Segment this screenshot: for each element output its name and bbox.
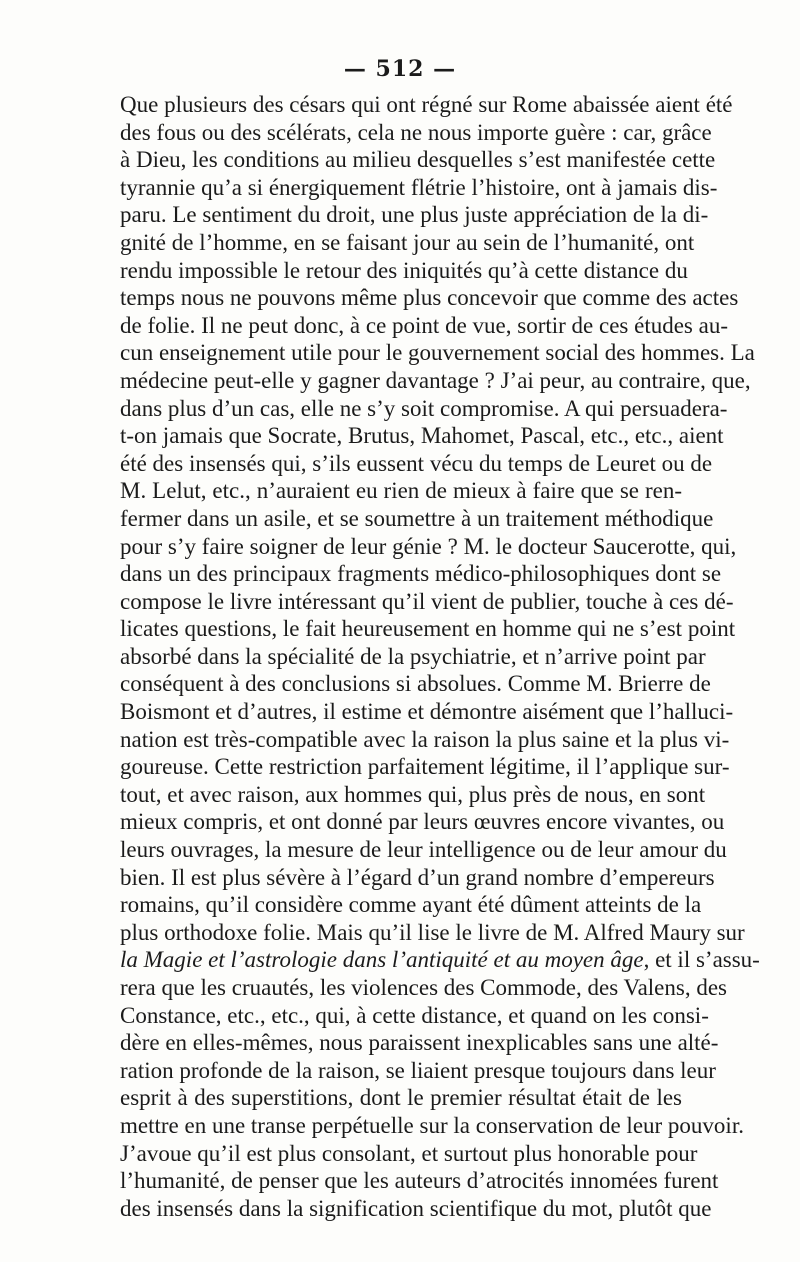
book-title-italic: la Magie et l’astrologie dans l’antiquité et au moyen âge: [120, 947, 644, 973]
text-line: goureuse. Cette restriction parfaitement légitime, il l’applique sur-: [120, 754, 730, 780]
text-line: temps nous ne pouvons même plus concevoir que comme des actes: [120, 285, 739, 311]
text-line: t-on jamais que Socrate, Brutus, Mahomet, Pascal, etc., etc., aient: [120, 423, 724, 449]
text-line: gnité de l’homme, en se faisant jour au sein de l’humanité, ont: [120, 229, 695, 255]
text-line: rendu impossible le retour des iniquités qu’à cette distance du: [120, 257, 688, 283]
text-line: esprit à des superstitions, dont le premier résultat était de les: [120, 1085, 682, 1111]
text-line: absorbé dans la spécialité de la psychiatrie, et n’arrive point par: [120, 643, 706, 669]
page-number: — 512 —: [343, 56, 457, 82]
text-line: nation est très-compatible avec la raison la plus saine et la plus vi-: [120, 726, 730, 752]
text-line: dère en elles-mêmes, nous paraissent inexplicables sans une alté-: [120, 1030, 719, 1056]
text-line: mieux compris, et ont donné par leurs œuvres encore vivantes, ou: [120, 809, 725, 835]
text-line: licates questions, le fait heureusement en homme qui ne s’est point: [120, 616, 736, 642]
text-line: cun enseignement utile pour le gouvernement social des hommes. La: [120, 340, 755, 366]
text-line: [120, 946, 760, 974]
text-line: leurs ouvrages, la mesure de leur intelligence ou de leur amour du: [120, 837, 727, 863]
text-line: fermer dans un asile, et se soumettre à un traitement méthodique: [120, 505, 714, 531]
text-line: des insensés dans la signification scientifique du mot, plutôt que: [120, 1195, 712, 1221]
text-line: Boismont et d’autres, il estime et démontre aisément que l’halluci-: [120, 699, 734, 725]
text-line: rera que les cruautés, les violences des Commode, des Valens, des: [120, 975, 727, 1000]
text-line: de folie. Il ne peut donc, à ce point de vue, sortir de ces études au-: [120, 312, 728, 338]
text-line: mettre en une transe perpétuelle sur la conservation de leur pouvoir.: [120, 1112, 744, 1138]
text-line: tyrannie qu’a si énergiquement flétrie l’histoire, ont à jamais dis-: [120, 174, 718, 200]
text-line: des fous ou des scélérats, cela ne nous importe guère : car, grâce: [120, 119, 712, 145]
text-line: l’humanité, de penser que les auteurs d’atrocités innomées furent: [120, 1168, 719, 1194]
text-line: Que plusieurs des césars qui ont régné sur Rome abaissée aient été: [120, 92, 733, 117]
text-line: pour s’y faire soigner de leur génie ? M. le docteur Saucerotte, qui,: [120, 533, 737, 559]
text-line: ration profonde de la raison, se liaient presque toujours dans leur: [120, 1057, 716, 1083]
text-line: conséquent à des conclusions si absolues. Comme M. Brierre de: [120, 671, 711, 697]
text-line: dans un des principaux fragments médico-philosophiques dont se: [120, 561, 722, 587]
text-line: M. Lelut, etc., n’auraient eu rien de mieux à faire que se ren-: [120, 478, 682, 504]
text-line: paru. Le sentiment du droit, une plus juste appréciation de la di-: [120, 202, 709, 228]
text-line: bien. Il est plus sévère à l’égard d’un grand nombre d’empereurs: [120, 864, 715, 890]
text-line: été des insensés qui, s’ils eussent vécu du temps de Leuret ou de: [120, 450, 713, 476]
text-fragment: , et il s’assu-: [643, 947, 760, 973]
text-line: tout, et avec raison, aux hommes qui, plus près de nous, en sont: [120, 781, 706, 807]
text-line: plus orthodoxe folie. Mais qu’il lise le livre de M. Alfred Maury sur: [120, 919, 745, 945]
text-line: Constance, etc., etc., qui, à cette distance, et quand on les consi-: [120, 1002, 709, 1028]
text-line: romains, qu’il considère comme ayant été dûment atteints de la: [120, 892, 702, 918]
text-line: dans plus d’un cas, elle ne s’y soit compromise. A qui persuadera-: [120, 395, 728, 421]
body-text: [120, 91, 760, 1222]
text-line: J’avoue qu’il est plus consolant, et surtout plus honorable pour: [120, 1140, 698, 1166]
text-line: médecine peut-elle y gagner davantage ? J’ai peur, au contraire, que,: [120, 367, 751, 393]
text-line: compose le livre intéressant qu’il vient de publier, touche à ces dé-: [120, 588, 734, 614]
text-line: à Dieu, les conditions au milieu desquelles s’est manifestée cette: [120, 147, 716, 173]
